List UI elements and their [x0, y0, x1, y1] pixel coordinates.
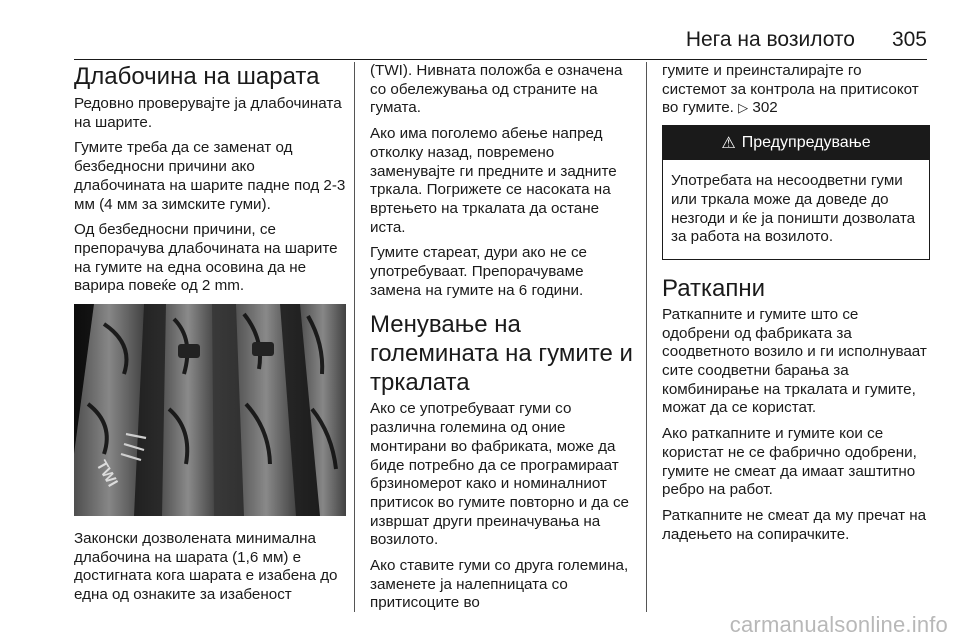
warning-header: [663, 126, 929, 160]
warning-body: [663, 160, 929, 259]
header-title: Нега на возилото: [685, 28, 855, 51]
warning-triangle-icon: ⚠: [721, 135, 736, 153]
section-heading-tire-size-change: Менување на големината на гумите и тркалата: [370, 311, 633, 397]
paragraph: Гумите стареат, дури ако не се употребуваат. Препорачуваме замена на гумите на 6 години.: [370, 244, 588, 299]
paragraph: (TWI). Нивната положба е означена со обележувања од страните на гумата.: [370, 62, 623, 117]
paragraph: Ако ставите гуми со друга големина, заменете ја налепницата со притисоците во: [370, 557, 629, 612]
watermark: carmanualsonline.info: [729, 612, 948, 637]
column-2: [370, 62, 636, 620]
reference-arrow-icon: ▷: [738, 100, 749, 116]
paragraph: Гумите треба да се заменат од безбедносни причини ако длабочината на шарите падне под 2-3 мм (4 мм за зимските гуми).: [74, 139, 346, 213]
page-header: [74, 22, 927, 60]
header-rule: [74, 59, 927, 60]
warning-box: [662, 125, 930, 260]
page-number: 305: [891, 28, 927, 51]
reference-page: 302: [752, 99, 778, 117]
tire-tread-illustration: [74, 304, 346, 516]
paragraph: Ако се употребуваат гуми со различна големина од оние монтирани во фабриката, може да биде потребно да се програмираат брзиномерот како и номиналниот притисок во гумите повторно и да се извршат други преиначувања на возилото.: [370, 400, 629, 549]
section-heading-hubcaps: Раткапни: [662, 274, 766, 302]
paragraph: Ако има поголемо абење напред отколку назад, повремено заменувајте ги предните и задните тркала. Погрижете се насоката на вртењето на тркалата да остане иста.: [370, 125, 617, 236]
warning-title: Предупредување: [741, 134, 871, 152]
twi-label: TWI: [92, 457, 122, 490]
section-heading-tread-depth: Длабочина на шарата: [74, 63, 320, 90]
paragraph: Од безбедносни причини, се препорачува длабочината на шарите на гумите на една осовина да не варира повеќе од 2 mm.: [74, 221, 338, 295]
column-divider-1: [354, 62, 355, 612]
column-3: [662, 62, 930, 551]
paragraph-with-reference: [662, 62, 930, 118]
figure-caption: Законски дозволената минимална длабочина на шарата (1,6 мм) е достигната кога шарата е изабена до една од ознаките за изабеност: [74, 530, 338, 604]
paragraph: Ако раткапните и гумите кои се користат не се фабрично одобрени, гумите не смеат да имаат заштитно ребро на работ.: [662, 425, 917, 499]
paragraph-text: гумите и преинсталирајте го системот за контрола на притисокот во гумите.: [662, 62, 919, 117]
paragraph: Редовно проверувајте ја длабочината на шарите.: [74, 95, 342, 131]
column-1: [74, 62, 346, 612]
page-reference[interactable]: [738, 99, 778, 116]
column-divider-2: [646, 62, 647, 612]
tire-tread-drawing: [74, 304, 346, 516]
warning-text: Употребата на несоодветни гуми или тркала може да доведе до незгоди и ќе ја поништи дозволата за работа на возилото.: [671, 172, 916, 246]
paragraph: Раткапните и гумите што се одобрени од фабриката за соодветното возило и ги исполнуваат сите соодветни барања за комбинирање на тркалата и гумите, можат да се користат.: [662, 305, 927, 417]
paragraph: Раткапните не смеат да му пречат на ладењето на сопирачките.: [662, 506, 927, 543]
